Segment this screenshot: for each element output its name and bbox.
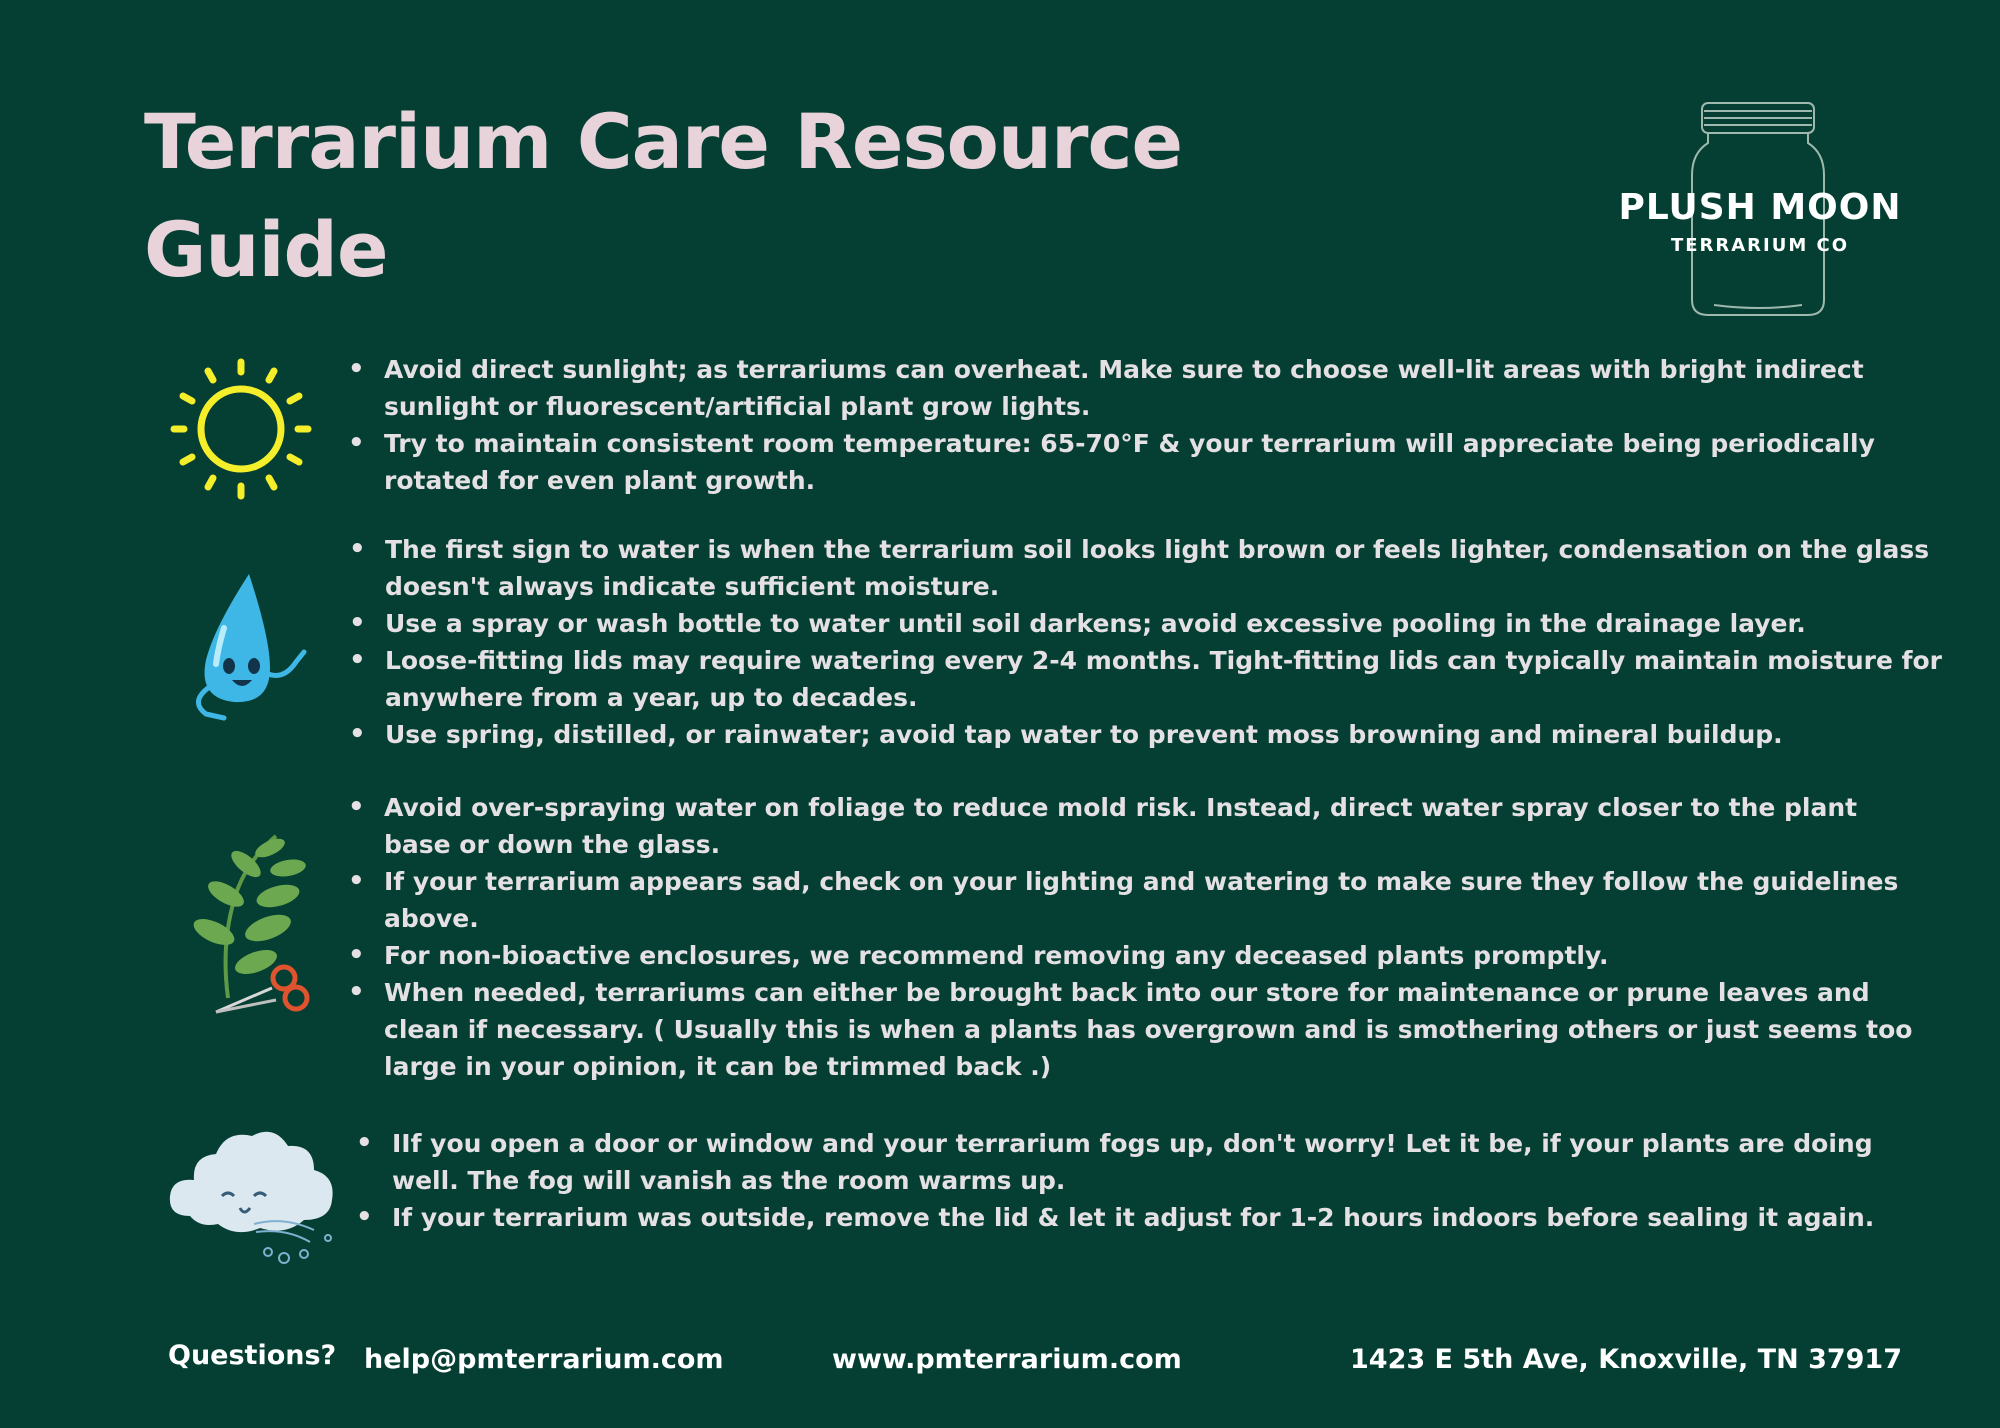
email-link[interactable]: help@pmterrarium.com	[364, 1344, 724, 1375]
page-title: Terrarium Care Resource Guide	[144, 97, 1183, 294]
list-item: • Use a spray or wash bottle to water until soil darkens; avoid excessive pooling in the drainage layer.	[385, 605, 1945, 642]
brand-name: PLUSH MOON	[1618, 187, 1902, 228]
list-item: • If your terrarium appears sad, check on your lighting and watering to make sure they follow the guidelines above.	[384, 863, 1914, 937]
cloud-wind-icon	[164, 1120, 346, 1268]
water-drop-icon	[184, 568, 344, 728]
list-item: • For non-bioactive enclosures, we recommend removing any deceased plants promptly.	[384, 937, 1914, 974]
list-item: • Avoid over-spraying water on foliage to reduce mold risk. Instead, direct water spray closer to the plant base or down the glass.	[384, 789, 1914, 863]
list-item: • Avoid direct sunlight; as terrariums can overheat. Make sure to choose well-lit areas with bright indirect sunlight or fluorescent/artificial plant grow lights.	[384, 351, 1884, 425]
list-item: • Use spring, distilled, or rainwater; avoid tap water to prevent moss browning and mineral buildup.	[385, 716, 1945, 753]
list-item: • The first sign to water is when the terrarium soil looks light brown or feels lighter, condensation on the glass doesn't always indicate sufficient moisture.	[385, 531, 1945, 605]
list-item: • Loose-fitting lids may require watering every 2-4 months. Tight-fitting lids can typically maintain moisture for anywhere from a year, up to decades.	[385, 642, 1945, 716]
list-item: • If your terrarium was outside, remove the lid & let it adjust for 1-2 hours indoors before sealing it again.	[392, 1199, 1922, 1236]
sun-icon	[168, 356, 314, 502]
plant-scissors-icon	[176, 828, 316, 1018]
list-item: • Try to maintain consistent room temperature: 65-70°F & your terrarium will appreciate being periodically rotated for even plant growth.	[384, 425, 1884, 499]
footer	[0, 1336, 2000, 1386]
website-link[interactable]: www.pmterrarium.com	[832, 1344, 1182, 1375]
brand-subtitle: TERRARIUM CO	[1670, 235, 1850, 256]
list-item: • When needed, terrariums can either be brought back into our store for maintenance or prune leaves and clean if necessary. ( Usually this is when a plants has overgrown and is smothering others or just seems too large in your opinion, it can be trimmed back .)	[384, 974, 1914, 1085]
brand-logo	[1610, 95, 1910, 325]
questions-label: Questions?	[168, 1340, 337, 1371]
list-item: • IIf you open a door or window and your terrarium fogs up, don't worry! Let it be, if your plants are doing well. The fog will vanish as the room warms up.	[392, 1125, 1922, 1199]
address-text: 1423 E 5th Ave, Knoxville, TN 37917	[1350, 1344, 1902, 1375]
